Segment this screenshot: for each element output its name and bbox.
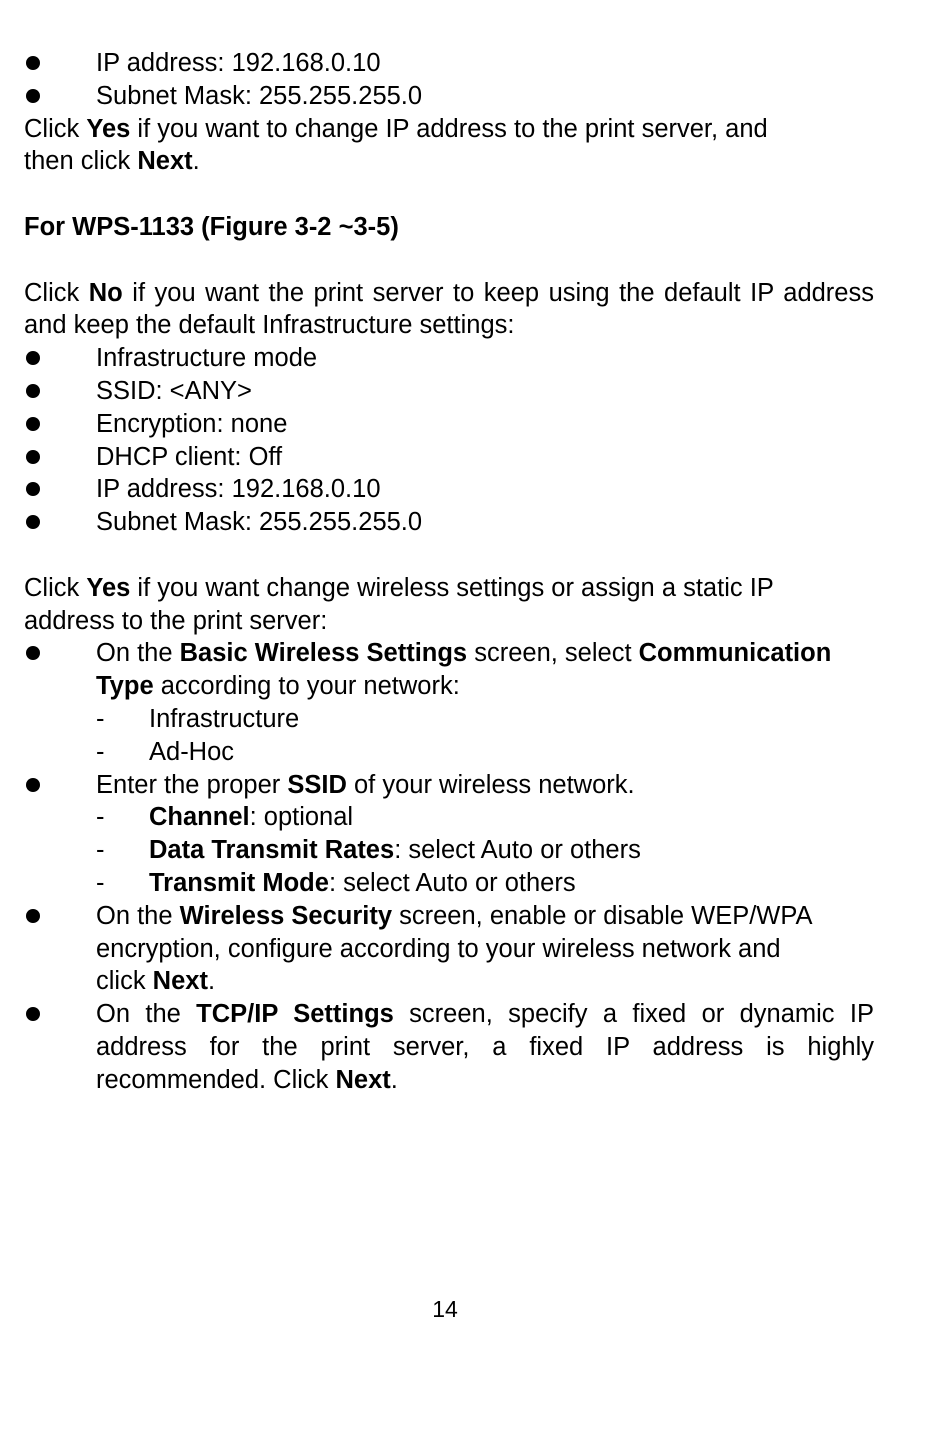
bullet-icon xyxy=(26,515,40,529)
step-text: On the TCP/IP Settings screen, specify a fixed or dynamic IP address for the print server, a fixed IP address is highly recommended. Click Next. xyxy=(96,1000,874,1094)
dash-icon: - xyxy=(96,803,105,832)
list-item: Infrastructure mode xyxy=(24,342,874,375)
paragraph-yes-ip-continued: then click Next. xyxy=(24,147,200,176)
bullet-icon xyxy=(26,909,40,923)
list-item-ssid xyxy=(24,769,874,900)
list-item-basic-wireless xyxy=(24,637,874,768)
paragraph-yes-wireless-continued: address to the print server: xyxy=(24,606,328,635)
section-heading: For WPS-1133 (Figure 3-2 ~3-5) xyxy=(24,212,399,241)
list-item-tcpip xyxy=(24,998,874,1096)
list-item: DHCP client: Off xyxy=(24,441,874,474)
list-item: IP address: 192.168.0.10 xyxy=(24,473,874,506)
sub-list-item: - Data Transmit Rates: select Auto or others xyxy=(96,834,874,867)
list-item: IP address: 192.168.0.10 xyxy=(24,47,874,80)
step-text: On the Basic Wireless Settings screen, select Communication Type according to your network: xyxy=(96,639,832,701)
list-item: SSID: <ANY> xyxy=(24,375,874,408)
ssid-options-list xyxy=(96,801,874,899)
bullet-icon xyxy=(26,89,40,103)
list-item: Subnet Mask: 255.255.255.0 xyxy=(24,80,874,113)
bullet-icon xyxy=(26,1007,40,1021)
paragraph-yes-wireless: Click Yes if you want change wireless settings or assign a static IP xyxy=(24,573,774,602)
wireless-steps-list xyxy=(24,637,874,1096)
paragraph-no: Click No if you want the print server to keep using the default IP address and keep the default Infrastructure settings: xyxy=(24,278,874,340)
list-item: Encryption: none xyxy=(24,408,874,441)
bullet-icon xyxy=(26,482,40,496)
spacer xyxy=(24,244,874,277)
spacer xyxy=(24,178,874,211)
sub-list-item: - Ad-Hoc xyxy=(96,736,874,769)
step-text: On the Wireless Security screen, enable or disable WEP/WPA encryption, configure according to your wireless network and click Next. xyxy=(96,901,812,996)
sub-list-item: - Transmit Mode: select Auto or others xyxy=(96,867,874,900)
bullet-icon xyxy=(26,646,40,660)
sub-list-item: - Channel: optional xyxy=(96,801,874,834)
bullet-icon xyxy=(26,56,40,70)
intro-list xyxy=(24,47,874,113)
communication-type-list xyxy=(96,703,874,769)
list-item: Subnet Mask: 255.255.255.0 xyxy=(24,506,874,539)
page-number: 14 xyxy=(432,1296,458,1322)
document-page xyxy=(24,47,874,1097)
bullet-icon xyxy=(26,384,40,398)
dash-icon: - xyxy=(96,704,105,733)
list-item-wireless-security xyxy=(24,900,874,998)
bullet-icon xyxy=(26,351,40,365)
dash-icon: - xyxy=(96,836,105,865)
paragraph-yes-ip: Click Yes if you want to change IP address to the print server, and xyxy=(24,114,768,143)
step-text: Enter the proper SSID of your wireless network. xyxy=(96,770,635,799)
dash-icon: - xyxy=(96,737,105,766)
bullet-icon xyxy=(26,778,40,792)
sub-list-item: - Infrastructure xyxy=(96,703,874,736)
dash-icon: - xyxy=(96,868,105,897)
bullet-icon xyxy=(26,450,40,464)
default-settings-list xyxy=(24,342,874,539)
spacer xyxy=(24,539,874,572)
bullet-icon xyxy=(26,417,40,431)
